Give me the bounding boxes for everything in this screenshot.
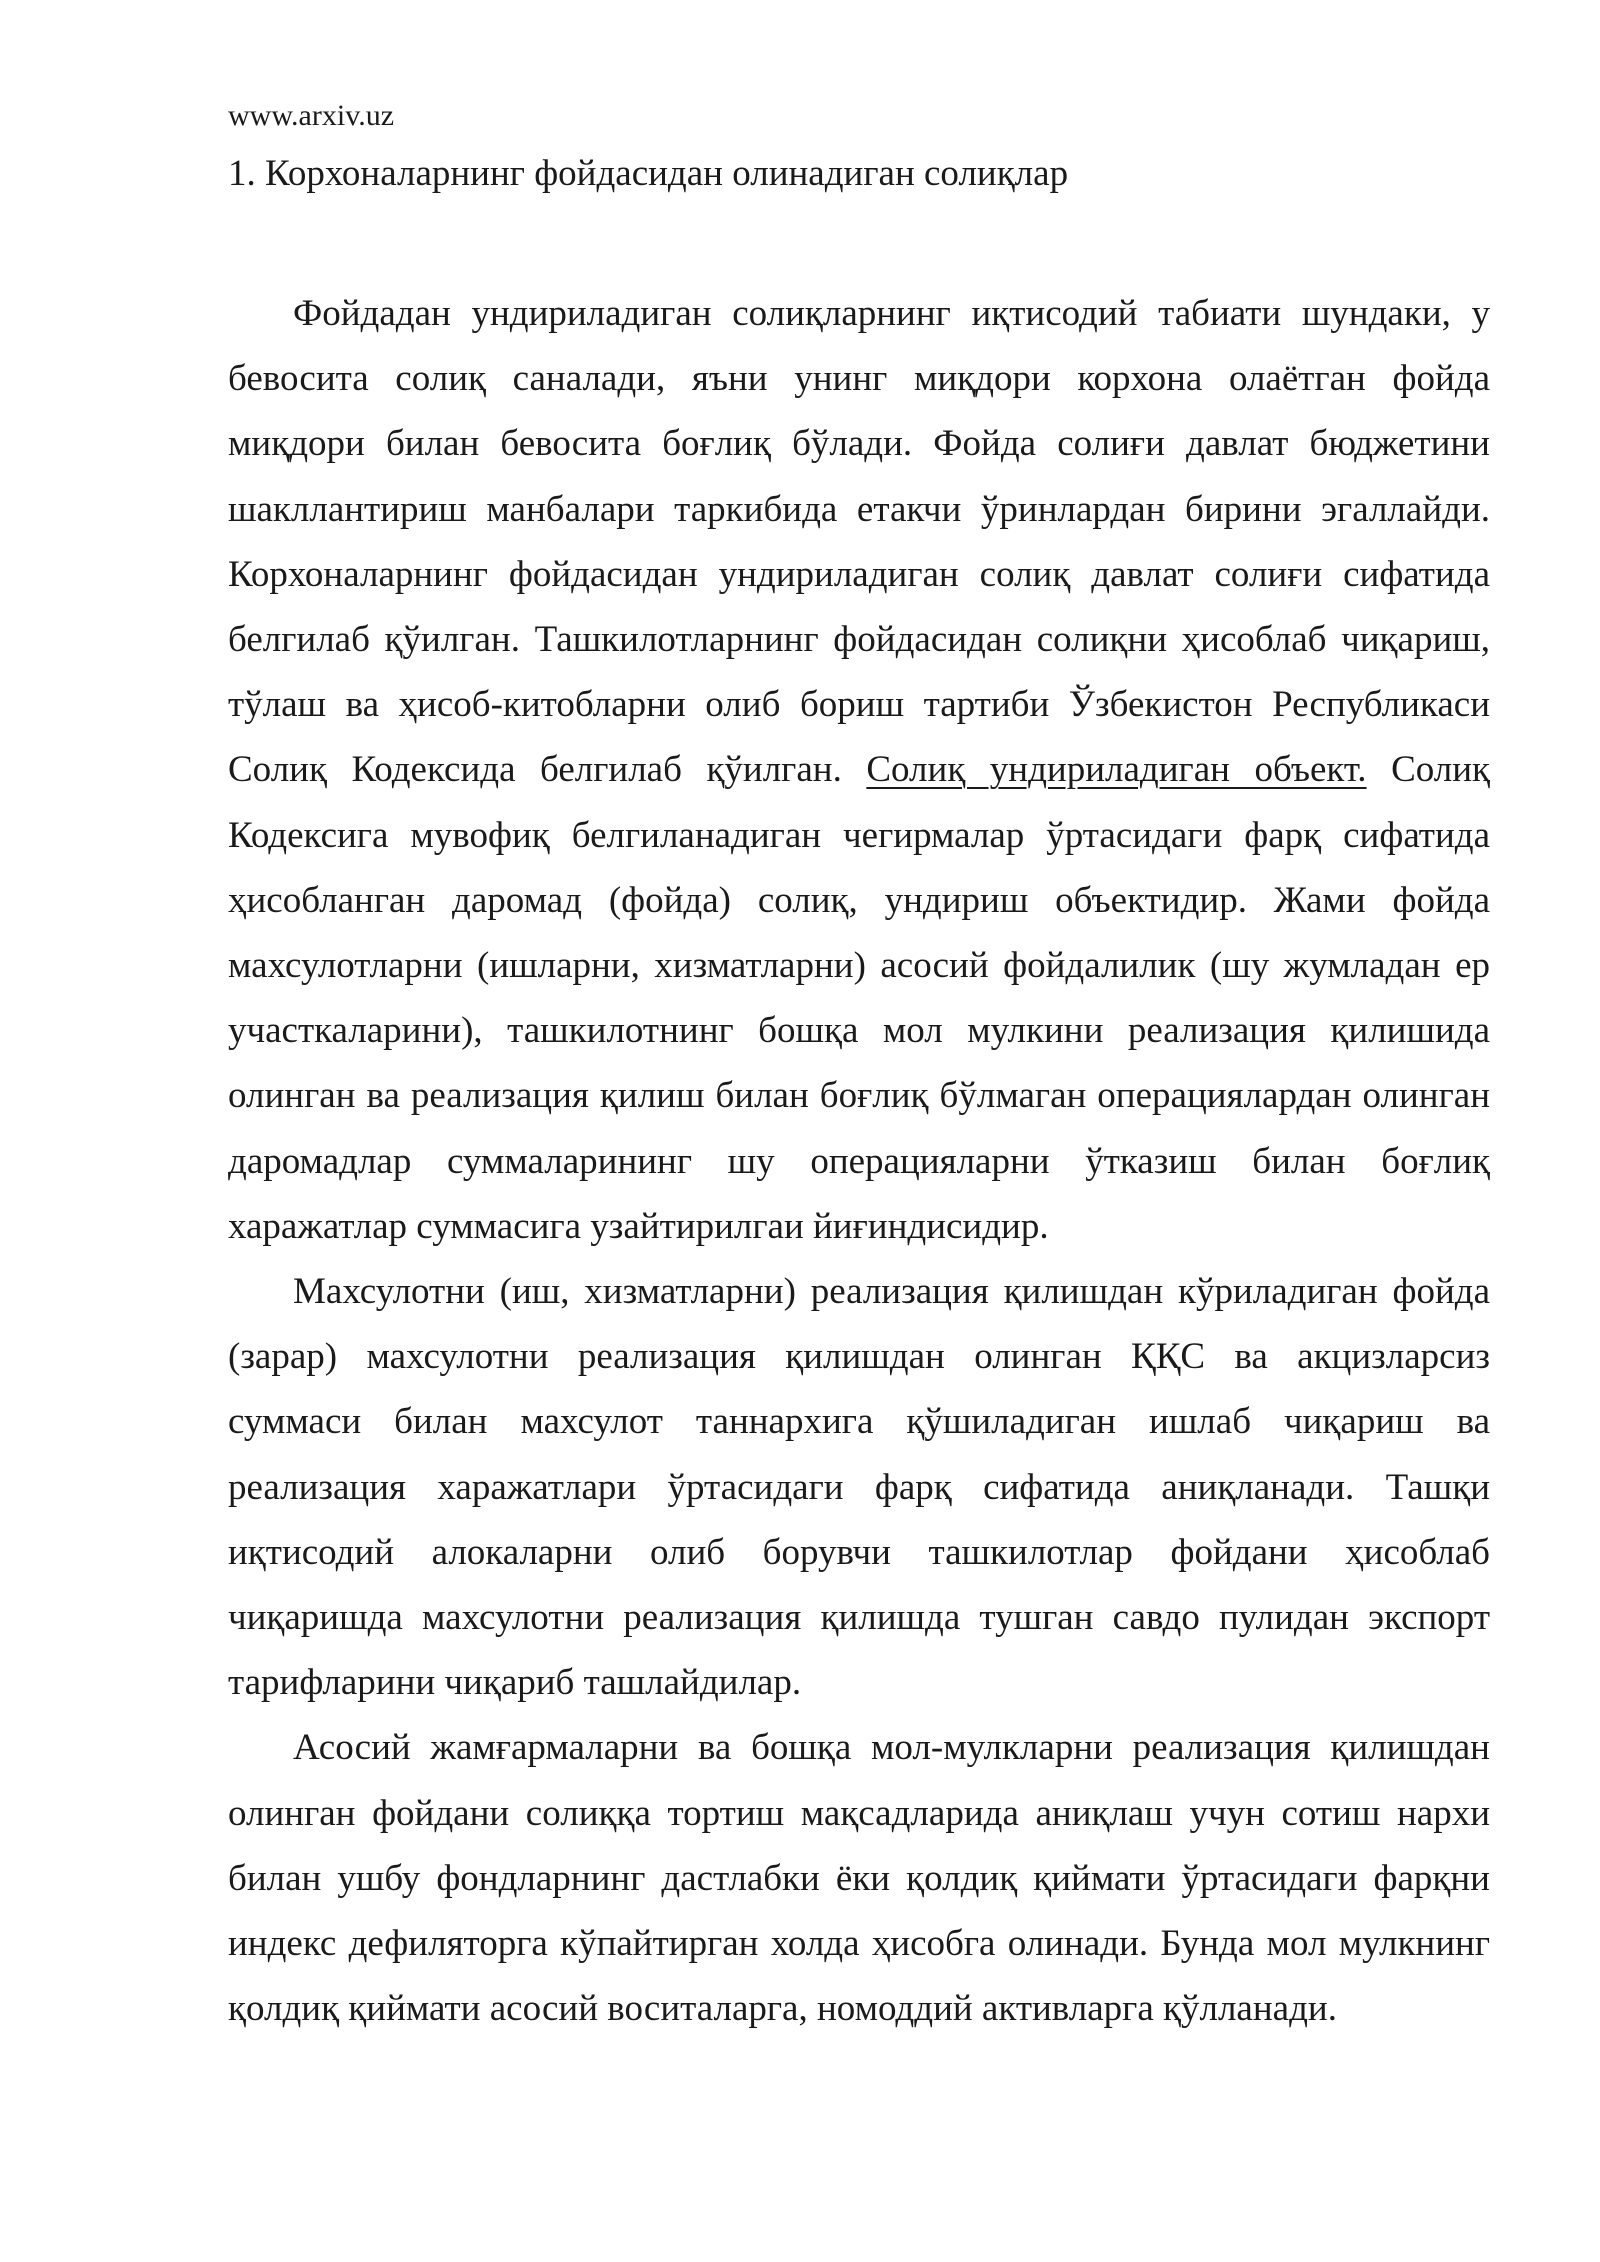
paragraph-2: Махсулотни (иш, хизматларни) реализация қилишдан кўриладиган фойда (зарар) махсулотни реализация қилишдан олинган ҚҚС ва акцизларсиз суммаси билан махсулот таннархига қўшиладиган ишлаб чиқариш ва реализация харажатлари ўртасидаги фарқ сифатида аниқланади. Ташқи иқтисодий алокаларни олиб борувчи ташкилотлар фойдани ҳисоблаб чиқаришда махсулотни реализация қилишда тушган савдо пулидан экспорт тарифларини чиқариб ташлайдилар.	[228, 1271, 1490, 1704]
paragraph-1-text-a: Фойдадан ундириладиган солиқларнинг иқтисодий табиати шундаки, у бевосита солиқ саналади, яъни унинг миқдори корхона олаётган фойда миқдори билан бевосита боғлиқ бўлади. Фойда солиғи давлат бюджетини шакллантириш манбалари таркибида етакчи ўринлардан бирини эгаллайди. Корхоналарнинг фойдасидан ундириладиган солиқ давлат солиғи сифатида белгилаб қўилган. Ташкилотларнинг фойдасидан солиқни ҳисоблаб чиқариш, тўлаш ва ҳисоб-китобларни олиб бориш тартиби Ўзбекистон Республикаси Солиқ Кодексида белгилаб қўилган.	[228, 293, 1490, 791]
document-title: 1. Корхоналарнинг фойдасидан олинадиган солиқлар	[228, 153, 1069, 194]
paragraph-1	[228, 281, 1490, 1259]
site-url: www.arxiv.uz	[228, 99, 395, 132]
document-page	[228, 96, 1490, 2041]
document-body	[228, 281, 1490, 2041]
paragraph-3: Асосий жамғармаларни ва бошқа мол-мулкларни реализация қилишдан олинган фойдани солиққа тортиш мақсадларида аниқлаш учун сотиш нархи билан ушбу фондларнинг дастлабки ёки қолдиқ қиймати ўртасидаги фарқни индекс дефиляторга кўпайтирган холда ҳисобга олинади. Бунда мол мулкнинг қолдиқ қиймати асосий воситаларга, номоддий активларга қўлланади.	[228, 1727, 1490, 2030]
paragraph-1-text-b: Солиқ Кодексига мувофиқ белгиланадиган чегирмалар ўртасидаги фарқ сифатида ҳисобланган даромад (фойда) солиқ, ундириш объектидир. Жами фойда махсулотларни (ишларни, хизматларни) асосий фойдалилик (шу жумладан ер участкаларини), ташкилотнинг бошқа мол мулкини реализация қилишида олинган ва реализация қилиш билан боғлиқ бўлмаган операциялардан олинган даромадлар суммаларининг шу операцияларни ўтказиш билан боғлиқ харажатлар суммасига узайтирилгаи йиғиндисидир.	[228, 749, 1491, 1247]
underlined-phrase: Солиқ ундириладиган объект.	[866, 749, 1367, 791]
